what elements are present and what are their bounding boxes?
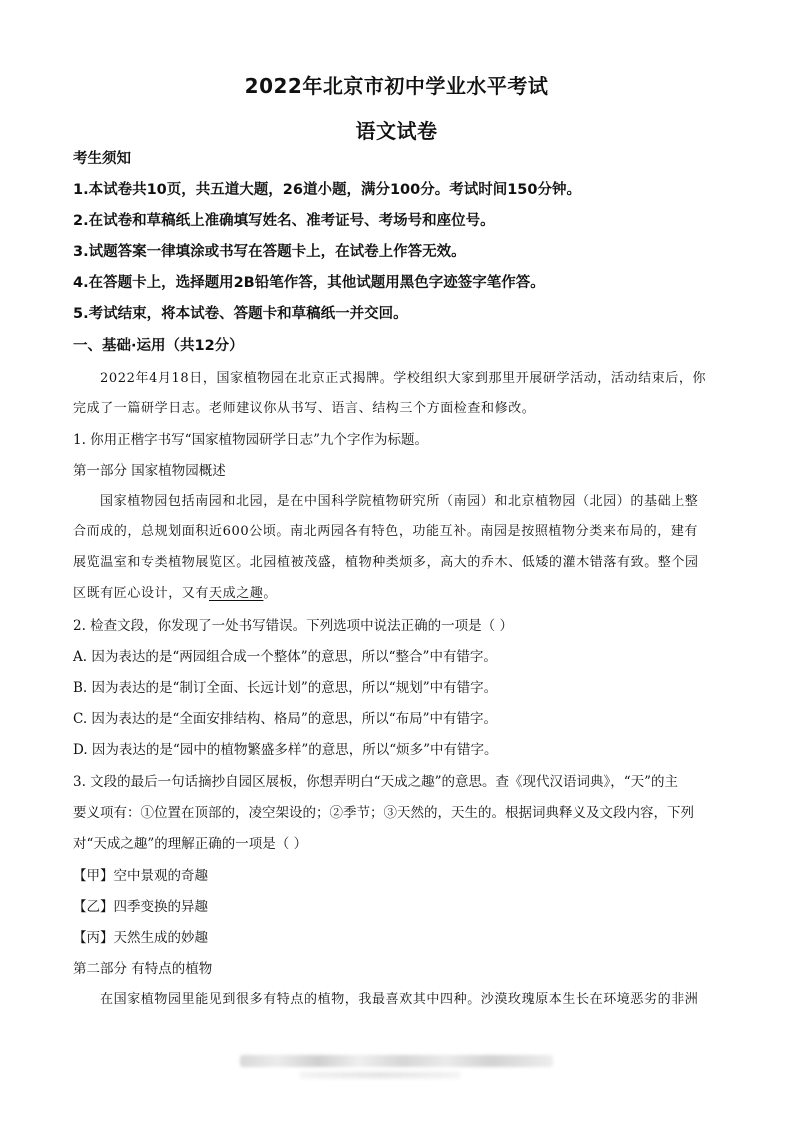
passage-line: 合而成的，总规划面积近600公顷。南北两园各有特色，功能互补。南园是按照植物分类来布局的，建有 <box>73 524 699 539</box>
option-jia: 【甲】空中景观的奇趣 <box>73 868 208 884</box>
blurred-footer-shadow <box>300 1072 460 1078</box>
passage-line-last <box>73 585 723 603</box>
passage-text: 区既有匠心设计，又有 <box>73 586 210 601</box>
part-2-title: 第二部分 有特点的植物 <box>73 961 213 977</box>
part-1-title: 第一部分 国家植物园概述 <box>73 463 226 479</box>
notice-item: 4.在答题卡上，选择题用2B铅笔作答，其他试题用黑色字迹签字笔作答。 <box>73 275 545 291</box>
notice-heading: 考生须知 <box>73 151 131 167</box>
intro-line: 2022年4月18日，国家植物园在北京正式揭牌。学校组织大家到那里开展研学活动，活动结束后，你 <box>100 371 707 386</box>
blurred-footer <box>240 1055 553 1067</box>
notice-item: 5.考试结束，将本试卷、答题卡和草稿纸一并交回。 <box>73 306 408 322</box>
option-a: A. 因为表达的是“两园组合成一个整体”的意思，所以“整合”中有错字。 <box>73 649 497 665</box>
exam-title: 2022年北京市初中学业水平考试 <box>244 74 549 98</box>
exam-subtitle: 语文试卷 <box>355 119 438 143</box>
passage-line: 在国家植物园里能见到很多有特点的植物，我最喜欢其中四种。沙漠玫瑰原本生长在环境恶劣的非洲 <box>100 992 699 1007</box>
question-3: 对“天成之趣”的理解正确的一项是（ ） <box>73 836 308 852</box>
option-yi: 【乙】四季变换的异趣 <box>73 899 208 915</box>
question-3: 3. 文段的最后一句话摘抄自园区展板，你想弄明白“天成之趣”的意思。查《现代汉语词典》，“天”的主 <box>73 774 679 790</box>
option-bing: 【丙】天然生成的妙趣 <box>73 930 208 946</box>
question-2: 2. 检查文段，你发现了一处书写错误。下列选项中说法正确的一项是（ ） <box>73 618 513 634</box>
option-b: B. 因为表达的是“制订全面、长远计划”的意思，所以“规划”中有错字。 <box>73 680 498 696</box>
notice-item: 1.本试卷共10页，共五道大题，26道小题，满分100分。考试时间150分钟。 <box>73 182 581 198</box>
passage-line: 展览温室和专类植物展览区。北园植被茂盛，植物种类烦多，高大的乔木、低矮的灌木错落有致。整个园 <box>73 555 699 570</box>
section-heading: 一、基础·运用（共12分） <box>73 338 244 354</box>
notice-item: 2.在试卷和草稿纸上准确填写姓名、准考证号、考场号和座位号。 <box>73 213 495 229</box>
option-c: C. 因为表达的是“全面安排结构、格局”的意思，所以“布局”中有错字。 <box>73 711 498 727</box>
question-3: 要义项有：①位置在顶部的，凌空架设的；②季节；③天然的，天生的。根据词典释义及文段内容，下列 <box>73 805 694 821</box>
question-1: 1. 你用正楷字书写“国家植物园研学日志”九个字作为标题。 <box>73 432 428 448</box>
underlined-phrase: 天成之趣 <box>209 586 264 601</box>
option-d: D. 因为表达的是“园中的植物繁盛多样”的意思，所以“烦多”中有错字。 <box>73 742 498 758</box>
passage-line: 国家植物园包括南园和北园，是在中国科学院植物研究所（南园）和北京植物园（北园）的基础上整 <box>100 494 699 509</box>
intro-line: 完成了一篇研学日志。老师建议你从书写、语言、结构三个方面检查和修改。 <box>73 401 536 416</box>
passage-text: 。 <box>263 586 278 601</box>
notice-item: 3.试题答案一律填涂或书写在答题卡上，在试卷上作答无效。 <box>73 244 466 260</box>
